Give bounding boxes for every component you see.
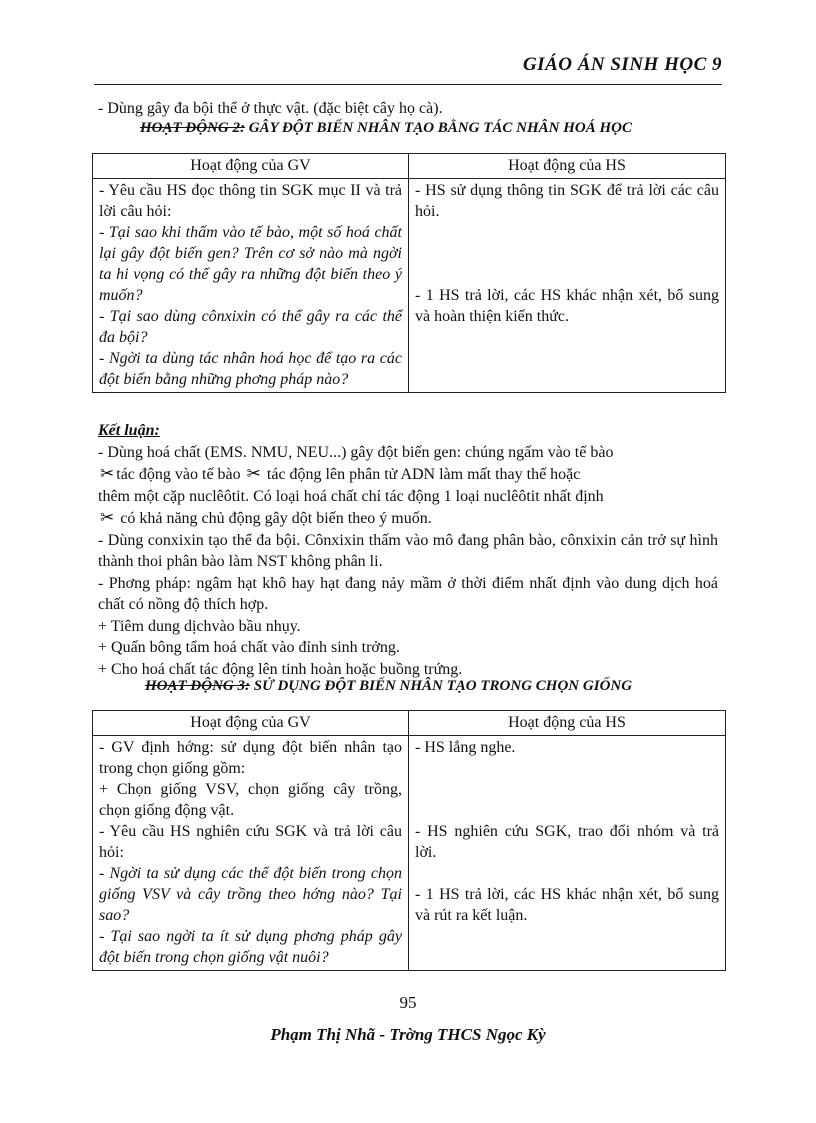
- conclusion-line: + Cho hoá chất tác động lên tinh hoàn hoặc buồng trứng.: [98, 660, 463, 678]
- conclusion-line: - Dùng hoá chất (EMS. NMU, NEU...) gây đột biến gen: chúng ngấm vào tế bào: [98, 443, 614, 461]
- table2-gv-item: + Chọn giống VSV, chọn giống cây trồng, chọn giống động vật.: [99, 781, 402, 819]
- activity3-title: SỬ DỤNG ĐỘT BIẾN NHÂN TẠO TRONG CHỌN GIỐNG: [253, 678, 633, 694]
- table1-hs-cell: [409, 179, 726, 393]
- activity2-heading: [140, 120, 632, 137]
- table2-header-hs: Hoạt động của HS: [409, 711, 726, 736]
- conclusion-heading: Kết luận:: [98, 422, 160, 439]
- table2-hs-cell: [409, 736, 726, 971]
- conclusion-line: thêm một cặp nuclêôtit. Có loại hoá chất chỉ tác động 1 loại nuclêôtit nhất định: [98, 487, 604, 505]
- page-number: 95: [399, 993, 417, 1012]
- table2-hs-item: - 1 HS trả lời, các HS khác nhận xét, bổ sung và rút ra kết luận.: [415, 886, 719, 924]
- table2-gv-item: - Tại sao ngời ta ít sử dụng phơng pháp gây đột biến trong chọn giống vật nuôi?: [99, 928, 402, 966]
- conclusion-text: có khả năng chủ động gây dột biến theo ý muốn.: [120, 510, 432, 527]
- conclusion-text: tác động vào tế bào: [116, 466, 241, 483]
- header-rule: [94, 84, 722, 85]
- activity3-heading: [145, 678, 632, 695]
- table2-hs-item: - HS lắng nghe.: [415, 739, 516, 756]
- table2-gv-item: - GV định hớng: sử dụng đột biến nhân tạo trong chọn giống gồm:: [99, 739, 402, 777]
- table1-hs-item: - HS sử dụng thông tin SGK để trả lời các câu hỏi.: [415, 182, 719, 220]
- activity3-prefix: HOẠT ĐỘNG 3:: [145, 678, 250, 694]
- conclusion-line: - Phơng pháp: ngâm hạt khô hay hạt đang nảy mầm ở thời điểm nhất định vào dung dịch hoá chất có nồng độ thích hợp.: [98, 574, 718, 613]
- conclusion-line: + Tiêm dung dịchvào bầu nhụy.: [98, 617, 301, 635]
- activity2-title: GÂY ĐỘT BIẾN NHÂN TẠO BẰNG TÁC NHÂN HOÁ HỌC: [248, 120, 632, 136]
- table1-header-gv: Hoạt động của GV: [93, 154, 409, 179]
- scissors-icon: ✂: [100, 464, 115, 483]
- table2-hs-item: - HS nghiên cứu SGK, trao đổi nhóm và trả lời.: [415, 823, 719, 861]
- table2-gv-item: - Yêu cầu HS nghiên cứu SGK và trả lời câu hỏi:: [99, 823, 402, 861]
- header-title: GIÁO ÁN SINH HỌC 9: [522, 54, 722, 75]
- table1-header-hs: Hoạt động của HS: [409, 154, 726, 179]
- table1-gv-item: - Tại sao khi thấm vào tế bào, một số hoá chất lại gây đột biến gen? Trên cơ sở nào mà ngời ta hi vọng có thể gây ra những đột biến theo ý muốn?: [99, 224, 402, 304]
- conclusion-line: [98, 507, 718, 530]
- table1-gv-cell: [93, 179, 409, 393]
- activity2-prefix: HOẠT ĐỘNG 2:: [140, 120, 245, 136]
- table1-hs-item: - 1 HS trả lời, các HS khác nhận xét, bổ sung và hoàn thiện kiến thức.: [415, 287, 719, 325]
- conclusion-line: + Quấn bông tẩm hoá chất vào đỉnh sinh trởng.: [98, 639, 400, 656]
- scissors-icon: ✂: [100, 508, 115, 527]
- activity3-table: [92, 710, 726, 971]
- table1-gv-item: - Tại sao dùng cônxixin có thể gây ra các thể đa bội?: [99, 308, 402, 346]
- footer-author: Phạm Thị Nhã - Trờng THCS Ngọc Kỳ: [270, 1025, 546, 1044]
- intro-line: - Dùng gây đa bội thể ở thực vật. (đặc biệt cây họ cà).: [98, 100, 443, 117]
- table1-gv-item: - Ngời ta dùng tác nhân hoá học để tạo ra các đột biến bằng những phơng pháp nào?: [99, 350, 402, 388]
- table2-gv-item: - Ngời ta sử dụng các thể đột biến trong chọn giống VSV và cây trồng theo hớng nào? Tại sao?: [99, 865, 402, 924]
- table1-gv-item: - Yêu cầu HS đọc thông tin SGK mục II và trả lời câu hỏi:: [99, 182, 402, 220]
- scissors-icon: ✂: [246, 464, 261, 483]
- activity2-table: [92, 153, 726, 393]
- conclusion-block: [98, 420, 718, 680]
- conclusion-line: - Dùng conxixin tạo thể đa bội. Cônxixin thấm vào mô đang phân bào, cônxixin cản trở sự hình thành thoi phân bào làm NST không phân li.: [98, 531, 718, 570]
- table2-gv-cell: [93, 736, 409, 971]
- table2-header-gv: Hoạt động của GV: [93, 711, 409, 736]
- conclusion-text: tác động lên phân tử ADN làm mất thay thế hoặc: [266, 466, 581, 483]
- conclusion-line: [98, 463, 718, 486]
